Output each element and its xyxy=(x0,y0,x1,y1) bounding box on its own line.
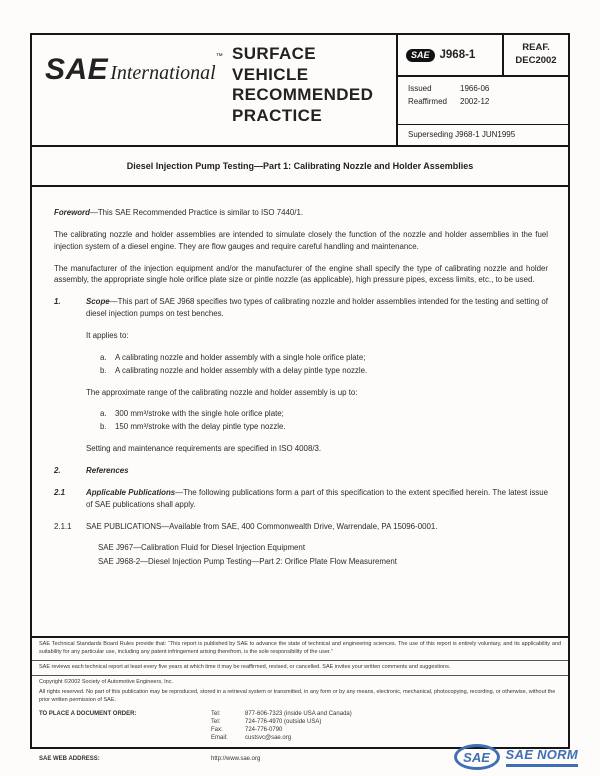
list-item xyxy=(100,365,548,377)
reaffirmed-row xyxy=(408,97,568,106)
section-heading: Scope xyxy=(86,297,110,307)
contact-label: Tel: xyxy=(211,710,221,717)
reaf-date: DEC2002 xyxy=(515,54,557,66)
body-paragraph: The manufacturer of the injection equipment and/or the manufacturer of the engine shall specify the type of calibrating nozzle and holder assembly, the appropriate single hole orifice plate size or pintle nozzle (as applicable), high pressure pipes, excess limits, etc., to be used. xyxy=(54,263,548,285)
foreword-label: Foreword xyxy=(54,208,90,217)
dates-block xyxy=(398,77,568,124)
list-item-text: A calibrating nozzle and holder assembly with a single hole orifice plate; xyxy=(115,352,366,362)
contact-row xyxy=(211,734,561,742)
contact-value: 724-776-4970 (outside USA) xyxy=(245,718,322,725)
list-item xyxy=(100,421,548,433)
document-title: Diesel Injection Pump Testing—Part 1: Calibrating Nozzle and Holder Assemblies xyxy=(32,147,568,187)
rights-line: All rights reserved. No part of this publication may be reproduced, stored in a retrieval system or transmitted, in any form or by any means, electronic, mechanical, photocopying, recording, or otherwise, without the prior written permission of SAE. xyxy=(39,688,556,703)
section-2-1-1-sae-publications xyxy=(54,521,548,533)
contact-row xyxy=(211,718,561,726)
section-body-text: —Available from SAE, 400 Commonwealth Drive, Warrendale, PA 15096-0001. xyxy=(161,521,438,531)
section-text xyxy=(86,487,548,511)
sae-international-logo xyxy=(32,35,232,145)
web-address-label: SAE WEB ADDRESS: xyxy=(39,756,100,762)
list-marker: a. xyxy=(100,409,107,419)
doc-number-box xyxy=(398,35,504,75)
section-1-scope xyxy=(54,296,548,320)
sae-oval-icon: SAE xyxy=(454,744,500,770)
doc-type-line: VEHICLE xyxy=(232,64,309,84)
section-body-text: —This part of SAE J968 specifies two types of calibrating nozzle and holder assemblies intended for the testing and setting of diesel injection pumps on test benches. xyxy=(86,297,548,319)
doc-number-row xyxy=(398,35,568,77)
body-paragraph: The calibrating nozzle and holder assemblies are intended to simulate closely the function of the nozzle and holder assemblies in the fuel injection system of a diesel engine. They are flow gauges and require careful handling and maintenance. xyxy=(54,229,548,251)
section-number: 2.1 xyxy=(54,487,65,497)
doc-type-line: RECOMMENDED xyxy=(232,85,374,105)
sae-norm-text: SAE NORM xyxy=(505,747,578,762)
foreword-paragraph xyxy=(54,207,548,219)
section-number: 1. xyxy=(54,297,61,307)
applies-intro: It applies to: xyxy=(86,331,129,341)
copyright-block xyxy=(32,676,568,707)
list-marker: b. xyxy=(100,422,107,432)
section-text xyxy=(86,521,548,533)
contact-list xyxy=(211,710,561,742)
footer xyxy=(32,636,568,747)
issued-date: 1966-06 xyxy=(460,84,490,93)
copyright-line: Copyright ©2002 Society of Automotive Engineers, Inc. xyxy=(39,678,173,685)
list-item-text: A calibrating nozzle and holder assembly with a delay pintle type nozzle. xyxy=(115,365,368,375)
contact-row xyxy=(211,710,561,718)
list-marker: b. xyxy=(100,365,107,375)
setting-paragraph: Setting and maintenance requirements are specified in ISO 4008/3. xyxy=(86,444,322,454)
contact-value: custsvc@sae.org xyxy=(245,734,292,741)
section-number: 2.1.1 xyxy=(54,521,72,531)
document-order-block xyxy=(32,707,568,747)
reaf-label: REAF. xyxy=(522,42,550,53)
reaf-box xyxy=(504,35,568,75)
sae-logo-international: International xyxy=(110,62,216,84)
doc-type-line: SURFACE xyxy=(232,44,317,63)
contact-value: 877-606-7323 (inside USA and Canada) xyxy=(245,710,352,717)
reaffirmed-date: 2002-12 xyxy=(460,97,490,106)
publications-list xyxy=(98,542,548,568)
section-2-references xyxy=(54,465,548,477)
sae-norm-underline xyxy=(506,764,578,767)
applies-list xyxy=(100,352,548,377)
issued-label: Issued xyxy=(408,84,432,93)
list-item-text: 300 mm³/stroke with the single hole orifice plate; xyxy=(115,409,284,419)
web-address-url: http://www.sae.org xyxy=(211,756,261,762)
section-text xyxy=(86,296,548,320)
document-body xyxy=(32,187,568,636)
document-type-title xyxy=(232,35,396,145)
issued-row xyxy=(408,84,568,93)
reaffirmed-label: Reaffirmed xyxy=(408,97,447,106)
section-2-1-applicable-publications xyxy=(54,487,548,511)
header xyxy=(32,35,568,147)
list-item-text: 150 mm³/stroke with the delay pintle type nozzle. xyxy=(115,422,286,432)
trademark-symbol: ™ xyxy=(215,53,223,60)
foreword-text: —This SAE Recommended Practice is similar to ISO 7440/1. xyxy=(89,208,304,217)
section-heading: References xyxy=(86,466,129,476)
web-address-row xyxy=(39,756,260,762)
publication-item: SAE J968-2—Diesel Injection Pump Testing—Part 2: Orifice Plate Flow Measurement xyxy=(98,557,397,567)
document-page-frame xyxy=(30,33,570,749)
doc-type-line: PRACTICE xyxy=(232,106,323,126)
list-marker: a. xyxy=(100,352,107,362)
contact-value: 724-776-0790 xyxy=(245,726,283,733)
contact-label: Fax: xyxy=(211,726,223,733)
doc-number: J968-1 xyxy=(439,49,476,61)
review-notice: SAE reviews each technical report at least every five years at which time it may be reaffirmed, revised, or cancelled. SAE invites your written comments and suggestions. xyxy=(32,661,568,676)
standards-board-notice: SAE Technical Standards Board Rules provide that: “This report is published by SAE to advance the state of technical and engineering sciences. The use of this report is entirely voluntary, and its applicability and suitability for any particular use, including any patent infringement arising therefrom, is the sole responsibility of the user.” xyxy=(32,638,568,661)
list-item xyxy=(100,352,548,364)
section-number: 2. xyxy=(54,466,61,476)
header-right-panel xyxy=(396,35,568,145)
list-item xyxy=(100,408,548,420)
contact-row xyxy=(211,726,561,734)
contact-label: Email: xyxy=(211,734,228,741)
superseding-note: Superseding J968-1 JUN1995 xyxy=(398,124,568,145)
order-label: TO PLACE A DOCUMENT ORDER: xyxy=(39,710,137,717)
range-list xyxy=(100,408,548,433)
section-body-text: —The following publications form a part of this specification to the extent specified herein. The latest issue of SAE publications shall apply. xyxy=(86,487,548,509)
sae-badge-icon: SAE xyxy=(406,49,435,62)
contact-label: Tel: xyxy=(211,718,221,725)
range-intro: The approximate range of the calibrating nozzle and holder assembly is up to: xyxy=(86,387,358,397)
publication-item: SAE J967—Calibration Fluid for Diesel Injection Equipment xyxy=(98,543,306,553)
sae-norm-logo xyxy=(454,744,578,770)
sae-logo-text: SAE xyxy=(45,53,109,86)
sae-norm-wordmark xyxy=(506,747,578,767)
section-heading: SAE PUBLICATIONS xyxy=(86,521,162,531)
section-heading: Applicable Publications xyxy=(86,487,176,497)
